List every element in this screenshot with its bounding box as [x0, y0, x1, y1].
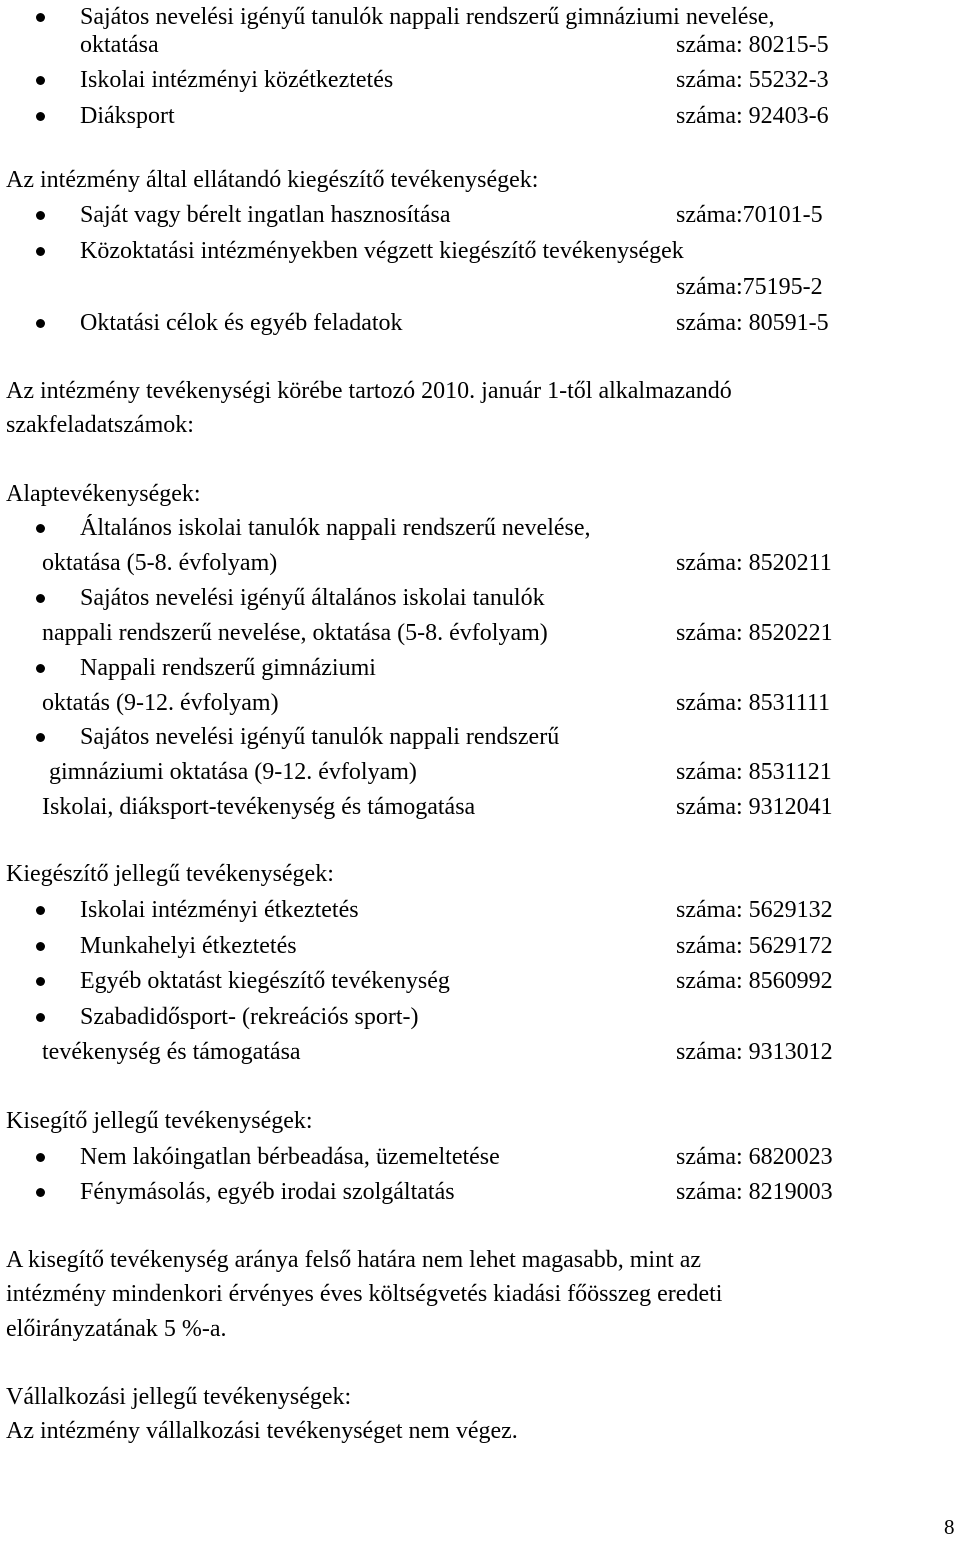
list-item	[0, 63, 960, 97]
item-text: Közoktatási intézményekben végzett kiegészítő tevékenységek	[80, 238, 684, 264]
paragraph-text: Az intézmény tevékenységi körébe tartozó 2010. január 1-től alkalmazandó	[6, 378, 732, 404]
item-number: száma:75195-2	[676, 274, 823, 300]
list-item	[0, 929, 960, 963]
item-number: száma: 8520211	[676, 550, 832, 576]
bullet-icon	[36, 977, 45, 986]
list-item	[0, 581, 960, 615]
list-item	[0, 651, 960, 685]
list-item	[0, 1000, 960, 1034]
item-text: Iskolai intézményi étkeztetés	[80, 897, 359, 923]
item-text: Sajátos nevelési igényű tanulók nappali rendszerű	[80, 724, 560, 750]
item-number: száma: 55232-3	[676, 67, 829, 93]
list-item-continuation	[0, 686, 960, 720]
bullet-icon	[36, 13, 45, 22]
bullet-icon	[36, 247, 45, 256]
list-item-continuation	[0, 755, 960, 789]
item-text: Munkahelyi étkeztetés	[80, 933, 297, 959]
item-text: gimnáziumi oktatása (9-12. évfolyam)	[49, 759, 417, 785]
bullet-icon	[36, 112, 45, 121]
bullet-icon	[36, 524, 45, 533]
item-text: Fénymásolás, egyéb irodai szolgáltatás	[80, 1179, 455, 1205]
list-item	[0, 306, 960, 340]
list-item	[0, 198, 960, 232]
list-item	[0, 1175, 960, 1209]
page-number: 8	[944, 1515, 955, 1539]
item-text: Nem lakóingatlan bérbeadása, üzemeltetése	[80, 1144, 500, 1170]
item-number: száma: 92403-6	[676, 103, 829, 129]
item-number: száma: 9312041	[676, 794, 833, 820]
list-item	[0, 511, 960, 545]
list-item	[0, 964, 960, 998]
item-text: Iskolai, diáksport-tevékenység és támogatása	[42, 794, 476, 820]
list-item	[0, 1140, 960, 1174]
list-item	[0, 234, 960, 268]
item-number: száma: 9313012	[676, 1039, 833, 1065]
bullet-icon	[36, 319, 45, 328]
heading-text: Az intézmény által ellátandó kiegészítő tevékenységek:	[6, 167, 539, 193]
paragraph-text: szakfeladatszámok:	[6, 412, 194, 438]
item-text: oktatása (5-8. évfolyam)	[42, 550, 278, 576]
list-item	[0, 720, 960, 754]
item-number: száma: 6820023	[676, 1144, 833, 1170]
bullet-icon	[36, 1188, 45, 1197]
item-text: Iskolai intézményi közétkeztetés	[80, 67, 394, 93]
paragraph-text: intézmény mindenkori érvényes éves költségvetés kiadási főösszeg eredeti	[6, 1281, 723, 1307]
bullet-icon	[36, 1153, 45, 1162]
heading-text: Alaptevékenységek:	[6, 481, 201, 507]
list-item	[0, 99, 960, 133]
section-heading	[0, 1380, 960, 1414]
bullet-icon	[36, 594, 45, 603]
item-text: Sajátos nevelési igényű általános iskolai tanulók	[80, 585, 545, 611]
bullet-icon	[36, 211, 45, 220]
item-text: Nappali rendszerű gimnáziumi	[80, 655, 376, 681]
paragraph-line	[0, 374, 960, 408]
heading-text: Kiegészítő jellegű tevékenységek:	[6, 861, 334, 887]
paragraph-line	[0, 1243, 960, 1277]
bullet-icon	[36, 733, 45, 742]
item-number: száma: 8531121	[676, 759, 832, 785]
paragraph-text: A kisegítő tevékenység aránya felső határa nem lehet magasabb, mint az	[6, 1247, 702, 1273]
section-heading	[0, 477, 960, 511]
heading-text: Vállalkozási jellegű tevékenységek:	[6, 1384, 352, 1410]
paragraph-line	[0, 408, 960, 442]
heading-text: Kisegítő jellegű tevékenységek:	[6, 1108, 313, 1134]
item-number: száma:70101-5	[676, 202, 823, 228]
item-text: nappali rendszerű nevelése, oktatása (5-8. évfolyam)	[42, 620, 548, 646]
paragraph-text: Az intézmény vállalkozási tevékenységet nem végez.	[6, 1418, 518, 1444]
paragraph-line	[0, 1277, 960, 1311]
list-item-continuation	[0, 546, 960, 580]
item-text: oktatása	[80, 32, 159, 58]
section-heading	[0, 163, 960, 197]
item-number: száma: 8531111	[676, 690, 830, 716]
item-text: tevékenység és támogatása	[42, 1039, 301, 1065]
list-item-continuation	[0, 28, 960, 62]
item-text: Szabadidősport- (rekreációs sport-)	[80, 1004, 419, 1030]
list-item	[0, 790, 960, 824]
bullet-icon	[36, 942, 45, 951]
item-number: száma: 8560992	[676, 968, 833, 994]
bullet-icon	[36, 664, 45, 673]
list-item	[0, 893, 960, 927]
section-heading	[0, 1104, 960, 1138]
item-number: száma: 80591-5	[676, 310, 829, 336]
paragraph-text: előirányzatának 5 %-a.	[6, 1316, 227, 1342]
item-text: Sajátos nevelési igényű tanulók nappali rendszerű gimnáziumi nevelése,	[80, 4, 775, 30]
item-number: száma: 80215-5	[676, 32, 829, 58]
bullet-icon	[36, 1013, 45, 1022]
paragraph-line	[0, 1414, 960, 1448]
item-text: Oktatási célok és egyéb feladatok	[80, 310, 403, 336]
item-number: száma: 5629172	[676, 933, 833, 959]
item-text: Általános iskolai tanulók nappali rendszerű nevelése,	[80, 515, 591, 541]
bullet-icon	[36, 906, 45, 915]
item-text: Egyéb oktatást kiegészítő tevékenység	[80, 968, 450, 994]
list-item-continuation	[0, 616, 960, 650]
item-number: száma: 8219003	[676, 1179, 833, 1205]
section-heading	[0, 857, 960, 891]
item-text: oktatás (9-12. évfolyam)	[42, 690, 279, 716]
list-item-continuation	[0, 270, 960, 304]
bullet-icon	[36, 76, 45, 85]
item-number: száma: 8520221	[676, 620, 833, 646]
paragraph-line	[0, 1312, 960, 1346]
item-text: Saját vagy bérelt ingatlan hasznosítása	[80, 202, 451, 228]
item-number: száma: 5629132	[676, 897, 833, 923]
list-item-continuation	[0, 1035, 960, 1069]
item-text: Diáksport	[80, 103, 175, 129]
